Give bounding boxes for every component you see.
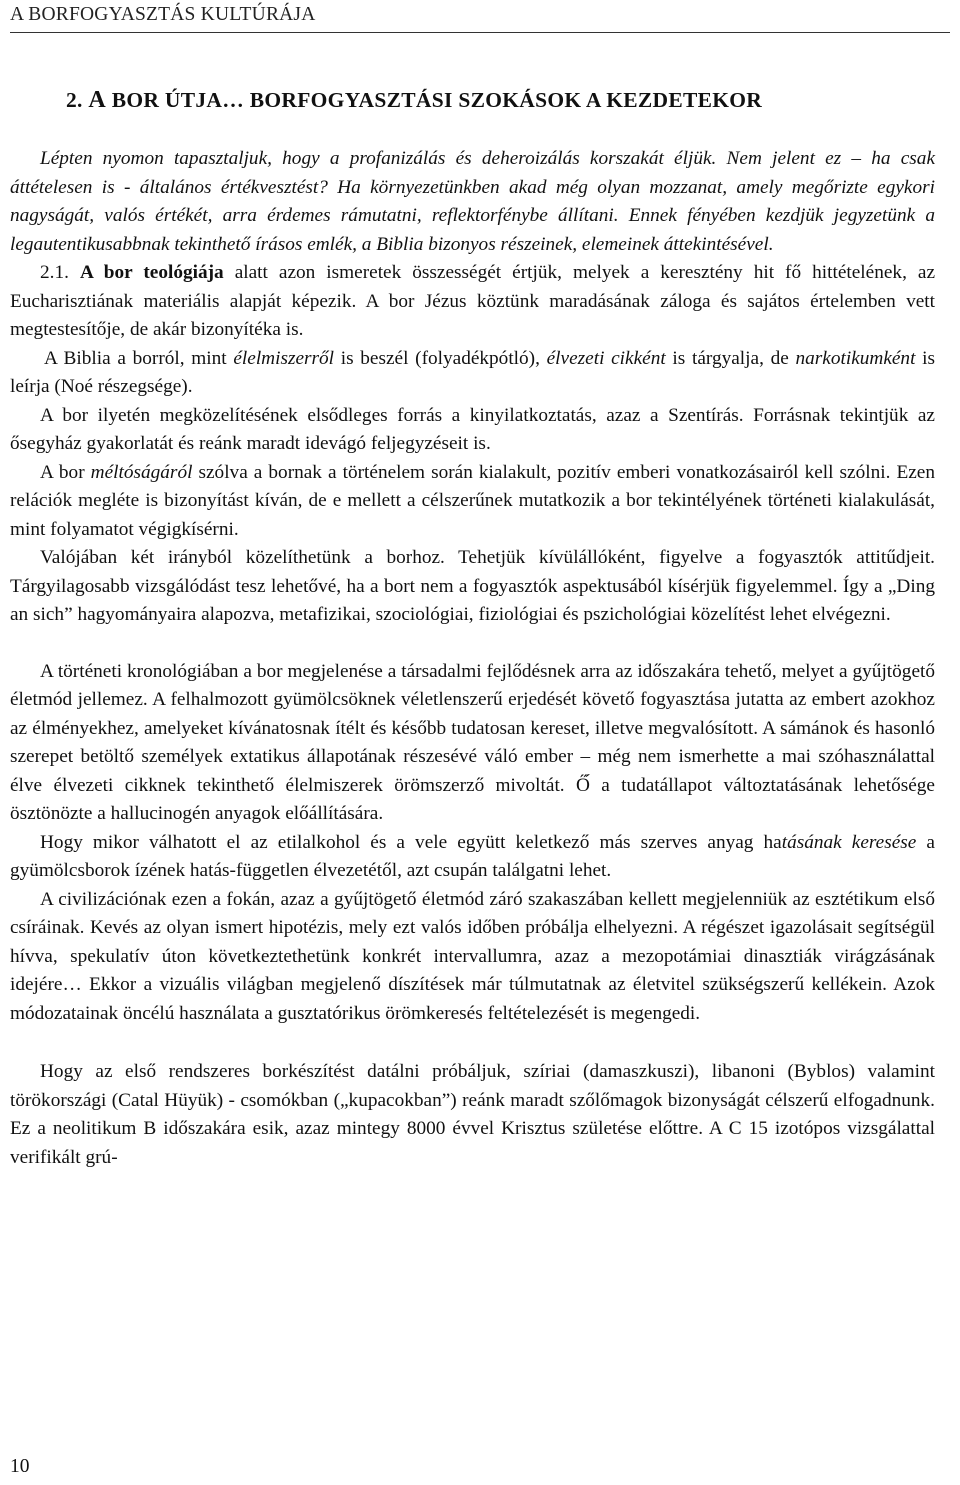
p3-italic-b: méltóságáról bbox=[90, 461, 193, 483]
p1-text-c: is beszél (folyadékpótló), bbox=[334, 347, 547, 369]
paragraph-6 bbox=[10, 829, 935, 886]
intro-paragraph bbox=[10, 145, 935, 259]
section-title bbox=[66, 86, 936, 114]
paragraph-8: Hogy az első rendszeres borkészítést datálni próbáljuk, szíriai (damaszkuszi), libanoni (Byblos) valamint törökországi (Catal Hüyük) - csomókban („kupacokban”) reánk maradt szőlőmagok bizonyságát célszerű elfogadnunk. Ez a neolitikum B időszakára esik, azaz mintegy 8000 évvel Krisztus születése előttre. A C 15 izotópos vizsgálattal verifikált grú- bbox=[10, 1061, 935, 1168]
subsection-number: 2.1. bbox=[40, 262, 80, 283]
subsection-text: alatt azon ismeretek összességét értjük, melyek a keresztény hit fő hittételének, az Eucharisztiának materiális alapját képezik. A bor Jézus köztünk maradásának záloga és sajátos értelemben vett megtestesítője, de akár bizonyítéka is. bbox=[10, 262, 936, 340]
section-number: 2. bbox=[66, 88, 83, 112]
p3-text-a: A bor bbox=[40, 461, 91, 483]
page-number: 10 bbox=[10, 1456, 30, 1477]
p6-text-a: Hogy mikor válhatott el az etilalkohol és a vele együtt keletkező más szerves anyag ha bbox=[40, 831, 782, 853]
p1-italic-f: narkotikumként bbox=[795, 347, 916, 369]
p1-text-e: is tárgyalja, de bbox=[665, 347, 796, 369]
paragraph-3 bbox=[10, 459, 935, 545]
paragraph-gap bbox=[10, 1028, 935, 1058]
p1-text-a: A Biblia a borról, mint bbox=[44, 347, 234, 369]
intro-text: Lépten nyomon tapasztaljuk, hogy a profanizálás és deheroizálás korszakát éljük. Nem jelent ez – ha csak áttételesen is - általános értékvesztést? Ha környezetünkben akad még olyan mozzanat, amely megőrizte egykori nagyságát, valós értékét, arra érdemes rámutatni, reflektorfénybe állítani. Ennek fényében kezdjük jegyzetünk a legautentikusabbnak tekinthető írásos emlék, a Biblia bizonyos részeinek, elemeinek áttekintésével. bbox=[10, 148, 935, 255]
subsection-paragraph bbox=[10, 259, 935, 345]
paragraph-4: Valójában két irányból közelíthetünk a borhoz. Tehetjük kívülállóként, figyelve a fogyasztók attitűdjeit. Tárgyilagosabb vizsgálódást tesz lehetővé, ha a bort nem a fogyasztók aspektusából kísérjük figyelemmel. Így a „Ding an sich” hagyományaira alapozva, metafizikai, szociológiai, fiziológiai és pszichológiai közelítést lehet elvégezni. bbox=[10, 547, 935, 625]
p6-italic-b: tásának keresése bbox=[781, 831, 917, 853]
running-title: A BORFOGYASZTÁS KULTÚRÁJA bbox=[10, 4, 316, 25]
p6-text-c: a gyümölcsborok ízének hatás-független élvezetétől, azt csupán találgatni lehet. bbox=[10, 831, 935, 881]
section-title-initial: A bbox=[88, 87, 107, 113]
running-header bbox=[10, 2, 950, 33]
paragraph-1 bbox=[10, 345, 935, 402]
body-text bbox=[10, 145, 935, 1172]
section-title-text: BOR ÚTJA… BORFOGYASZTÁSI SZOKÁSOK A KEZDETEKOR bbox=[106, 88, 763, 112]
p3-text-c: szólva a bornak a történelem során kialakult, pozitív emberi vonatkozásairól kell szólni. Ezen relációk megléte is bizonyítást kíván, de e mellett a célszerűnek mutatkozik a bor tekintélyének történeti kialakulását, mint folyamatot végigkísérni. bbox=[10, 461, 935, 540]
paragraph-5: A történeti kronológiában a bor megjelenése a társadalmi fejlődésnek arra az időszakára tehető, melyet a gyűjtögető életmód jellemez. A felhalmozott gyümölcsöknek véletlenszerű erjedését követő fogyasztása jutatta az embert azokhoz az élményekhez, amelyeket kívánatosnak ítélt és később tudatosan kereset, illetve megvalósított. A sámánok és hasonló szerepet betöltő személyek extatikus állapotának részesévé váló ember – még nem ismerhette a mai szóhasználattal élve élvezeti cikknek tekinthető élelmiszerek örömszerző mivoltát. Ő́ a tudatállapot változtatásának lehetősége ösztönözte a hallucinogén anyagok előállítására. bbox=[10, 660, 935, 824]
paragraph-7: A civilizációnak ezen a fokán, azaz a gyűjtögető életmód záró szakaszában kellett megjelenniük az esztétikum első csíráinak. Kevés az olyan ismert hipotézis, mely ezt valós időben próbálja elhelyezni. A régészet igazolásait segítségül hívva, spekulatív úton következtethetünk konkrét intervallumra, azaz a mezopotámiai dinasztiák virágzásának idejére… Ekkor a vizuális világban megjelenő díszítések már túlmutatnak az életvitel szükségszerű kellékein. Azok módozatainak öncélú használata a gusztatórikus örömkeresés feltételezését is megengedi. bbox=[10, 888, 935, 1024]
p1-italic-d: élvezeti cikként bbox=[546, 347, 666, 369]
paragraph-gap bbox=[10, 630, 935, 658]
paragraph-2: A bor ilyetén megközelítésének elsődleges forrás a kinyilatkoztatás, azaz a Szentírás. Forrásnak tekintjük az ősegyház gyakorlatát és reánk maradt idevágó feljegyzéseit is. bbox=[10, 404, 935, 454]
subsection-term: A bor teológiája bbox=[79, 262, 224, 283]
p1-italic-b: élelmiszerről bbox=[233, 347, 335, 369]
p1-text-g: is leírja (Noé részegsége). bbox=[10, 347, 935, 397]
